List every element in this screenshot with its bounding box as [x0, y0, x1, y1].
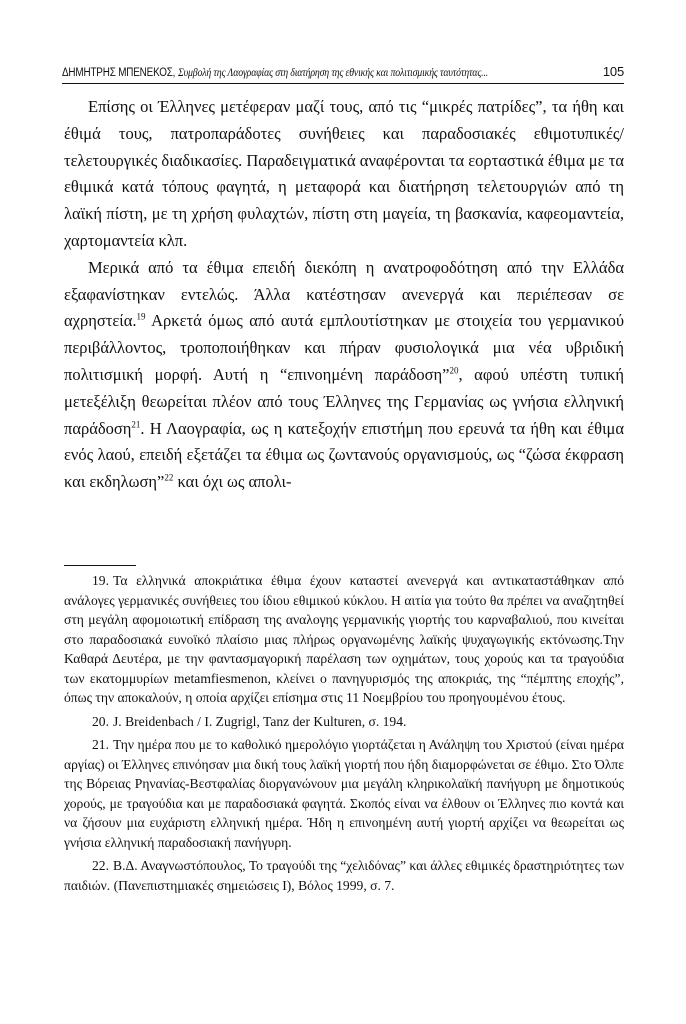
footnote-number: 20.	[92, 713, 109, 729]
main-text	[64, 94, 624, 496]
footnote-21	[64, 735, 624, 852]
footnote-text: Β.Δ. Αναγνωστόπουλος, Το τραγούδι της “χελιδόνας” και άλλες εθιμικές δραστηριότητες των παιδιών. (Πανεπιστημιακές σημειώσεις Ι), Βόλος 1999, σ. 7.	[64, 858, 624, 893]
footnote-19	[64, 571, 624, 708]
paragraph-2-part-e: και όχι ως απολι-	[173, 472, 292, 492]
footnote-22	[64, 856, 624, 895]
footnote-ref-20[interactable]: 20	[449, 365, 459, 376]
footnote-ref-19[interactable]: 19	[136, 311, 146, 322]
paragraph-2-part-d: . Η Λαογραφία, ως η κατεξοχήν επιστήμη που ερευνά τα ήθη και έθιμα ενός λαού, επειδή εξετάζει τα έθιμα ως ζωντανούς οργανισμούς, ως “ζώσα έκφραση και εκδηλωση”	[64, 418, 624, 492]
running-header-left	[62, 65, 556, 80]
running-header	[62, 64, 624, 80]
paragraph-2	[64, 255, 624, 496]
footnote-number: 21.	[92, 737, 109, 752]
paragraph-2-part-b: Αρκετά όμως από αυτά εμπλουτίστηκαν με στοιχεία του γερμανικού περιβάλλοντος, τροποποιήθηκαν και πήραν φυσιολογικά μια νέα υβριδική πολιτισμική μορφή. Αυτή η “επινοημένη παράδοση”	[64, 311, 624, 384]
header-rule	[62, 83, 624, 84]
header-author: ΔΗΜΗΤΡΗΣ ΜΠΕΝΕΚΟΣ,	[62, 67, 176, 79]
footnote-ref-21[interactable]: 21	[131, 419, 141, 430]
footnote-text: Την ημέρα που με το καθολικό ημερολόγιο γιορτάζεται η Ανάληψη του Χριστού (είναι ημέρα αργίας) οι Έλληνες επινόησαν μια δική τους λαϊκή γιορτή που ήδη διαμορφώνεται σε έθιμο. Στο Όλπε της Βόρειας Ρηνανίας-Βεστφαλίας διοργανώνουν μια μεγάλη κληρικολαϊκή πανήγυρη με δημοτικούς χορούς, με τραγούδια και με παραδοσιακά φαγητά. Σκοπός είναι να έλθουν οι Έλληνες πιο κοντά και να ζήσουν μια ευχάριστη ελληνική ημέρα. Ήδη η επινοημένη αυτή γιορτή αρχίζει να θεωρείται ως γνήσια ελληνική παραδοσιακή πανήγυρη.	[64, 737, 624, 850]
footnote-number: 22.	[92, 858, 109, 873]
page-number: 105	[602, 64, 624, 79]
header-title: Συμβολή της Λαογραφίας στη διατήρηση της εθνικής και πολιτισμικής ταυτότητας...	[177, 65, 488, 79]
paragraph-2-part-a: Μερικά από τα έθιμα επειδή διεκόπη η ανατροφοδότηση από την Ελλάδα εξαφανίστηκαν εντελώς. Άλλα κατέστησαν ανενεργά και περιέπεσαν σε αχρηστεία.	[64, 257, 624, 331]
footnote-20	[64, 712, 624, 732]
footnote-text: J. Breidenbach / I. Zugrigl, Tanz der Kulturen, σ. 194.	[113, 713, 407, 729]
footnote-number: 19.	[92, 573, 109, 588]
paragraph-1: Επίσης οι Έλληνες μετέφεραν μαζί τους, από τις “μικρές πατρίδες”, τα ήθη και έθιμά τους, πατροπαράδοτες συνήθειες και παραδοσιακές εθιμοτυπικές/τελετουργικές διαδικασίες. Παραδειγματικά αναφέρονται τα εορταστικά έθιμα με τα εθιμικά κατά τόπους φαγητά, η μεταφορά και διατήρηση τελετουργιών από τη λαϊκή πίστη, με τη χρήση φυλαχτών, πίστη στη μαγεία, τη βασκανία, καφεομαντεία, χαρτομαντεία κλπ.	[64, 97, 624, 250]
paragraph-2-part-c: , αφού υπέστη τυπική μετεξέλιξη θεωρείται πλέον από τους Έλληνες της Γερμανίας ως γνήσια ελληνική παράδοση	[64, 364, 624, 438]
footnotes	[64, 571, 624, 899]
footnote-text: Τα ελληνικά αποκριάτικα έθιμα έχουν καταστεί ανενεργά και αντικαταστάθηκαν από ανάλογες γερμανικές συνήθειες του ίδιου εθιμικού κύκλου. Η αιτία για τούτο θα πρέπει να αναζητηθεί στη μεγάλη αφομοιωτική επίδραση της αναλογης γερμανικής γιορτής του καρναβαλιού, που κινείται στο παραδοσιακά ευνοϊκό πλαίσιο μιας πλήρως οργανωμένης λαϊκής ψυχαγωγικής εκτόνωσης.Την Καθαρά Δευτέρα, με την φαντασμαγορική παρέλαση των οχημάτων, τους χορούς και τα τραγούδια των εκατομμυρίων metamfiesmenon, κλείνει ο πανηγυρισμός της αποκριάς, της “πέμπτης εποχής”, όπως την αποκαλούν, η οποία αρχίζει επίσημα στις 11 Νοεμβρίου του προηγουμένου έτους.	[64, 573, 624, 705]
footnote-ref-22[interactable]: 22	[164, 472, 174, 483]
footnote-separator	[64, 565, 136, 566]
